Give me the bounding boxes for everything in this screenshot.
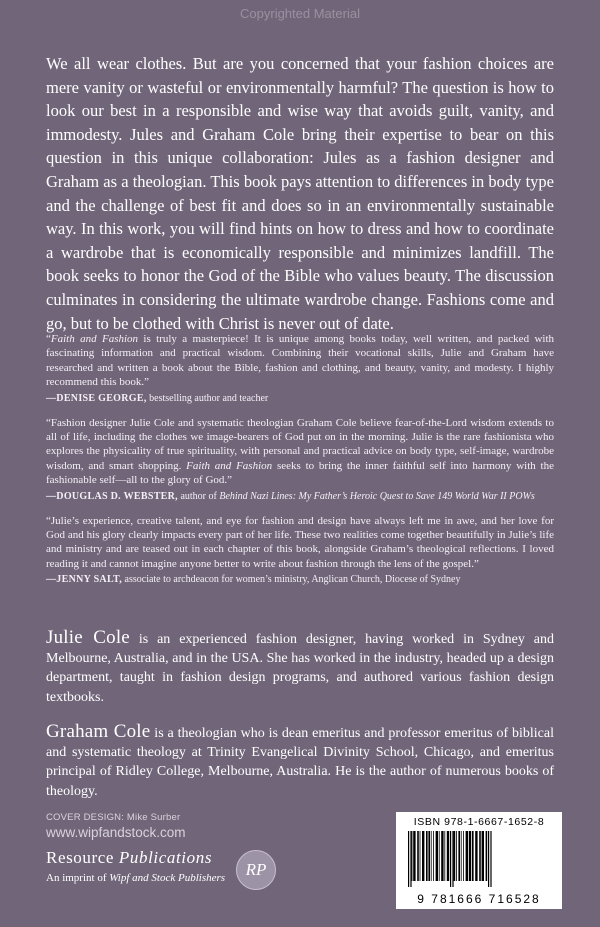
watermark: Copyrighted Material [240, 6, 360, 21]
endorsement-george [46, 332, 554, 405]
endorsement-text: “Fashion designer Julie Cole and systematic theologian Graham Cole believe fear-of-the-Lord wisdom extends to all of life, including the clothes we image-bearers of God put on in the morning. Julie is the rare fashionista who explores the physicality of true spirituality, with personal and practical advice on body type, self-image, wardrobe wisdom, and smart shopping. Faith and Fashion seeks to bring the inner faithful self into harmony with the fashionable self—all to the glory of God.” [46, 416, 555, 487]
publisher-imprint [46, 848, 225, 885]
publisher-logo-icon: RP [236, 850, 276, 890]
bio-julie-cole: Julie Cole is an experienced fashion designer, having worked in Sydney and Melbourne, Australia, and in the USA. She has worked in the industry, headed up a design department, taught in fashion design programs, and authored various fashion design textbooks. [46, 627, 554, 705]
author-name: Julie Cole [46, 627, 130, 648]
book-title: Faith and Fashion [50, 333, 139, 345]
publisher-subtitle: An imprint of Wipf and Stock Publishers [46, 872, 226, 884]
endorsements [46, 332, 554, 597]
endorsement-text: “Faith and Fashion is truly a masterpiece! It is unique among books today, well written, and packed with fascinating information and practical wisdom. Combining their vocational skills, Julie and Graham have researched and written a book about the Bible, fashion and clothing, and beauty, vanity, and modesty. I highly recommend this book.” [46, 333, 555, 389]
endorsement-webster [46, 416, 554, 503]
ean-digits: 9 781666 716528 [417, 892, 541, 906]
cover-design-credit: COVER DESIGN: Mike Surber [46, 812, 181, 823]
barcode-bars-icon [406, 831, 552, 887]
endorsement-attribution: —DENISE GEORGE, bestselling author and teacher [46, 392, 269, 404]
author-name: Graham Cole [46, 721, 151, 742]
endorsement-attribution: —JENNY SALT, associate to archdeacon for women’s ministry, Anglican Church, Diocese of Sydney [46, 574, 461, 586]
bio-graham-cole: Graham Cole is a theologian who is dean emeritus and professor emeritus of biblical and systematic theology at Trinity Evangelical Divinity School, Chicago, and emeritus principal of Ridley College, Melbourne, Australia. He is the author of numerous books of theology. [46, 721, 554, 799]
publisher-name: Resource Publications [46, 848, 213, 867]
endorsement-attribution: —DOUGLAS D. WEBSTER, author of Behind Nazi Lines: My Father’s Heroic Quest to Save 149 World War II POWs [46, 490, 535, 502]
endorsement-salt [46, 514, 554, 587]
back-cover-blurb: We all wear clothes. But are you concerned that your fashion choices are mere vanity or wasteful or environmentally harmful? The question is how to look our best in a responsible and wise way that avoids guilt, vanity, and immodesty. Jules and Graham Cole bring their expertise to bear on this question in this unique collaboration: Jules as a fashion designer and Graham as a theologian. This book pays attention to differences in body type and the challenge of best fit and does so in an environmentally sustainable way. In this work, you will find hints on how to dress and how to coordinate a wardrobe that is economically responsible and minimizes landfill. The book seeks to honor the God of the Bible who values beauty. The discussion culminates in considering the ultimate wardrobe change. Fashions come and go, but to be clothed with Christ is never out of date. [46, 54, 554, 333]
publisher-website: www.wipfandstock.com [46, 825, 186, 840]
endorsement-text: “Julie’s experience, creative talent, and eye for fashion and design have always left me in awe, and her love for God and his glory clearly impacts every part of her life. These two realities come together beautifully in Julie’s life and ministry and are teased out in each chapter of this book, alongside Graham’s theological reflections. I loved reading it and cannot imagine anyone better to write about fashion through the lens of the gospel.” [46, 514, 554, 570]
credits [46, 812, 186, 841]
isbn-label: ISBN 978-1-6667-1652-8 [413, 816, 545, 828]
book-title: Faith and Fashion [186, 459, 273, 472]
isbn-barcode [396, 812, 562, 909]
